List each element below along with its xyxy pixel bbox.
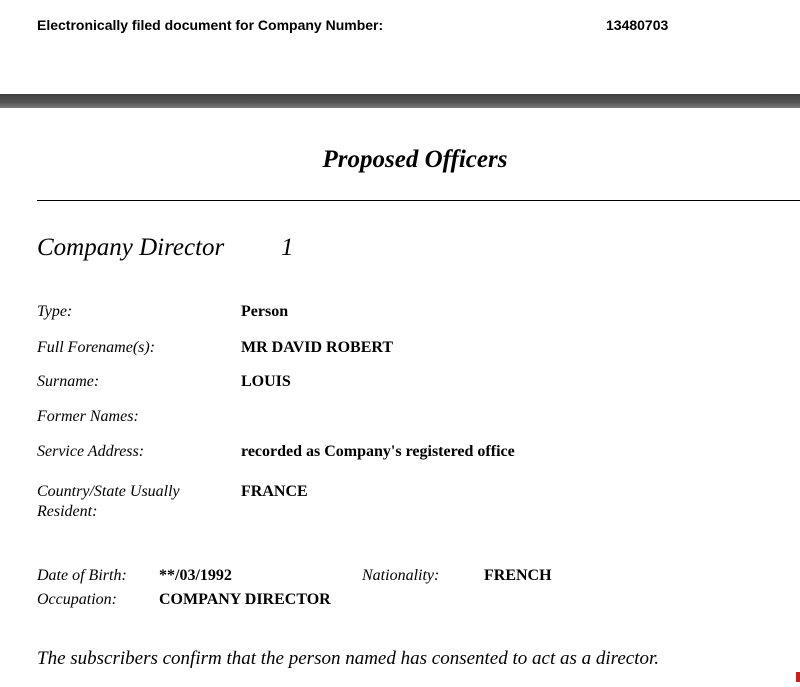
section-number: 1 <box>281 234 294 261</box>
nationality-value: FRENCH <box>484 567 552 584</box>
dob-value: **/03/1992 <box>159 567 232 584</box>
dob-label: Date of Birth: <box>37 567 127 584</box>
type-value: Person <box>241 303 289 320</box>
section-heading: Company Director <box>37 234 225 261</box>
forenames-value: MR DAVID ROBERT <box>241 339 394 356</box>
title-divider <box>37 200 800 201</box>
forenames-label: Full Forename(s): <box>37 339 156 356</box>
occupation-label: Occupation: <box>37 591 117 608</box>
company-number-label: Electronically filed document for Company Number: <box>37 17 384 33</box>
occupation-value: COMPANY DIRECTOR <box>159 591 331 608</box>
former-names-label: Former Names: <box>37 408 139 425</box>
surname-value: LOUIS <box>241 373 291 390</box>
edge-mark <box>796 672 800 682</box>
company-number-value: 13480703 <box>606 17 669 33</box>
country-value: FRANCE <box>241 483 308 500</box>
type-label: Type: <box>37 303 73 320</box>
consent-statement: The subscribers confirm that the person named has consented to act as a director. <box>37 648 660 669</box>
nationality-label: Nationality: <box>362 567 440 584</box>
surname-label: Surname: <box>37 373 100 390</box>
country-label-line2: Resident: <box>37 503 98 520</box>
page-title: Proposed Officers <box>322 146 508 173</box>
page-separator <box>0 94 800 108</box>
service-address-value: recorded as Company's registered office <box>241 443 515 460</box>
country-label-line1: Country/State Usually <box>37 483 180 500</box>
service-address-label: Service Address: <box>37 443 145 460</box>
